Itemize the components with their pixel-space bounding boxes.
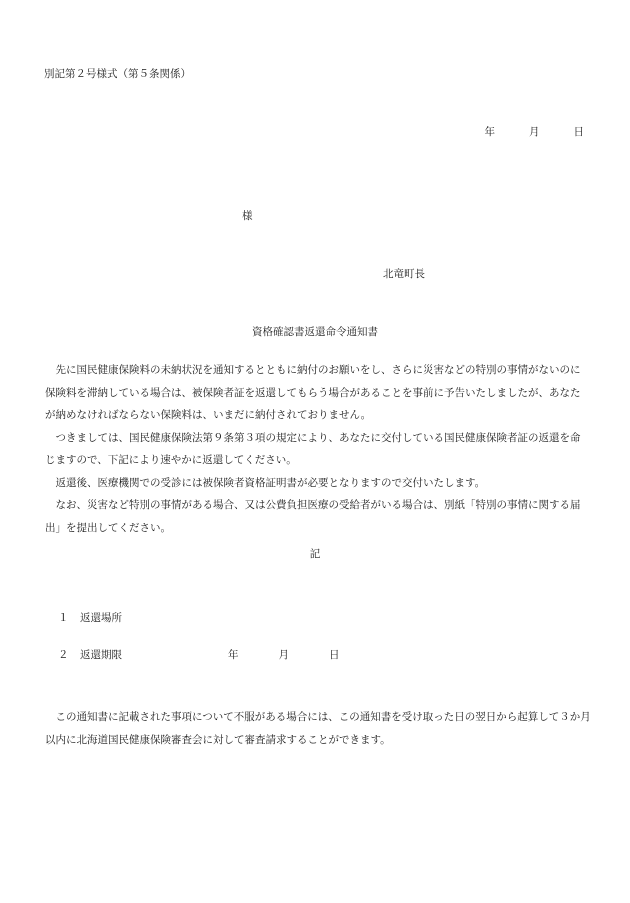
deadline-year-label: 年 <box>228 649 239 661</box>
appeal-notice-text: この通知書に記載された事項について不服がある場合には、この通知書を受け取った日の翌日から起算して３か月以内に北海道国民健康保険審査会に対して審査請求することができます。 <box>45 711 591 746</box>
form-label: 別記第２号様式（第５条関係） <box>44 68 191 80</box>
date-month-label: 月 <box>529 126 540 138</box>
date-day-label: 日 <box>573 126 584 138</box>
item-number: ２ <box>58 649 69 661</box>
date-line <box>485 126 585 139</box>
deadline-day-label: 日 <box>329 649 340 661</box>
item-label: 返還場所 <box>80 612 122 624</box>
ki-heading: 記 <box>309 548 321 560</box>
list-item-return-location <box>58 612 122 625</box>
item-number: １ <box>58 612 69 624</box>
body-text <box>45 359 585 539</box>
addressee-honorific: 様 <box>242 210 253 222</box>
date-year-label: 年 <box>484 126 495 138</box>
body-paragraph: 先に国民健康保険料の未納状況を通知するとともに納付のお願いをし、さらに災害などの特別の事情がないのに保険料を滞納している場合は、被保険者証を返還してもらう場合があることを事前に予告いたしましたが、あなたが納めなければならない保険料は、いまだに納付されておりません。 <box>45 364 581 421</box>
issuer-name: 北竜町長 <box>383 268 425 280</box>
document-title: 資格確認書返還命令通知書 <box>252 326 378 338</box>
body-paragraph: 返還後、医療機関での受診には被保険者資格証明書が必要となりますので交付いたします。 <box>55 476 486 489</box>
list-item-return-deadline <box>58 649 340 662</box>
deadline-month-label: 月 <box>278 649 289 661</box>
item-label: 返還期限 <box>80 649 122 661</box>
body-paragraph: つきましては、国民健康保険法第９条第３項の規定により、あなたに交付している国民健康保険者証の返還を命じますので、下記により速やかに返還してください。 <box>45 431 581 466</box>
body-paragraph: なお、災害など特別の事情がある場合、又は公費負担医療の受給者がいる場合は、別紙「特別の事情に関する届出」を提出してください。 <box>45 499 581 534</box>
appeal-notice <box>45 706 595 752</box>
